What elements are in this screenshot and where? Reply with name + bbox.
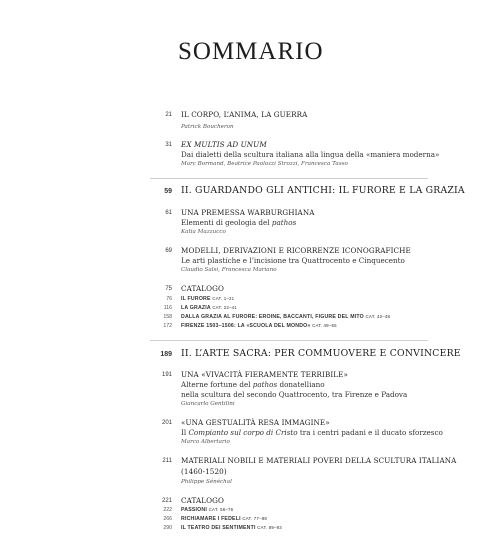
entry-heading[interactable]: UNA PREMESSA WARBURGHIANA [181,208,315,217]
entry-heading[interactable]: MODELLI, DERIVAZIONI E RICORRENZE ICONOGRAFICHE [181,246,411,255]
entry-heading[interactable]: UNA «VIVACITÀ FIERAMENTE TERRIBILE» [181,370,348,379]
page-number: 211 [162,458,172,464]
entry-author: Marc Bormand, Beatrice Paolozzi Strozzi, Francesca Tasso [181,161,348,167]
page-number: 189 [160,351,172,358]
page-number: 75 [165,286,172,292]
page-number: 61 [165,210,172,216]
entry-subtitle: Dai dialetti della scultura italiana alla lingua della «maniera moderna» [181,150,440,159]
entry-author: Katia Mazzucco [181,229,226,235]
catalog-page: 158 [163,314,172,320]
entry-heading[interactable]: CATALOGO [181,284,224,293]
catalog-item[interactable]: PASSIONI CAT. 56–76 [181,507,234,513]
entry-heading[interactable]: «UNA GESTUALITÀ RESA IMMAGINE» [181,418,330,427]
page-number: 21 [165,112,172,118]
entry-subtitle: Le arti plastiche e l’incisione tra Quattrocento e Cinquecento [181,256,405,265]
catalog-page: 290 [163,525,172,531]
entry-author: Patrick Boucheron [181,124,234,130]
entry-subtitle: Alterne fortune del pathos donatelliano [181,380,325,389]
divider [150,178,428,179]
entry-author: Philippe Sénéchal [181,479,232,485]
entry-heading[interactable]: MATERIALI NOBILI E MATERIALI POVERI DELLA SCULTURA ITALIANA [181,456,457,465]
page-number: 31 [165,142,172,148]
catalog-item[interactable]: LA GRAZIA CAT. 22–41 [181,305,237,311]
entry-subtitle: Elementi di geologia del pathos [181,218,297,227]
catalog-item[interactable]: IL TEATRO DEI SENTIMENTI CAT. 89–93 [181,525,282,531]
catalog-page: 172 [163,323,172,329]
catalog-item[interactable]: RICHIAMARE I FEDELI CAT. 77–88 [181,516,267,522]
entry-heading[interactable]: IL CORPO, L’ANIMA, LA GUERRA [181,110,308,119]
page-number: 221 [161,498,172,504]
section-heading[interactable]: II. GUARDANDO GLI ANTICHI: IL FURORE E LA GRAZIA [181,185,465,196]
catalog-page: 222 [163,507,172,513]
page-number: 59 [164,188,172,195]
entry-author: Giancarlo Gentilini [181,401,235,407]
entry-heading-cont: (1460-1520) [181,467,227,476]
catalog-item[interactable]: DALLA GRAZIA AL FURORE: EROINE, BACCANTI, FIGURE DEL MITO CAT. 42–48 [181,314,391,320]
page-number: 69 [165,248,172,254]
page-number: 201 [161,420,172,426]
catalog-item[interactable]: FIRENZE 1503–1506: LA «SCUOLA DEL MONDO» CAT. 49–55 [181,323,337,329]
entry-heading[interactable]: CATALOGO [181,496,224,505]
page-number: 191 [161,372,172,378]
entry-author: Marco Albertario [181,439,230,445]
catalog-page: 76 [166,296,172,302]
divider [150,340,428,341]
page-title: SOMMARIO [178,38,324,65]
entry-heading[interactable]: EX MULTIS AD UNUM [181,140,267,149]
catalog-page: 266 [163,516,172,522]
catalog-item[interactable]: IL FURORE CAT. 1–21 [181,296,235,302]
catalog-page: 116 [163,305,172,311]
section-heading[interactable]: II. L’ARTE SACRA: PER COMMUOVERE E CONVINCERE [181,348,461,359]
entry-author: Claudio Salsi, Francesca Mariano [181,267,277,273]
entry-subtitle: Il Compianto sul corpo di Cristo tra i centri padani e il ducato sforzesco [181,428,443,437]
entry-subtitle: nella scultura del secondo Quattrocento, tra Firenze e Padova [181,390,408,399]
